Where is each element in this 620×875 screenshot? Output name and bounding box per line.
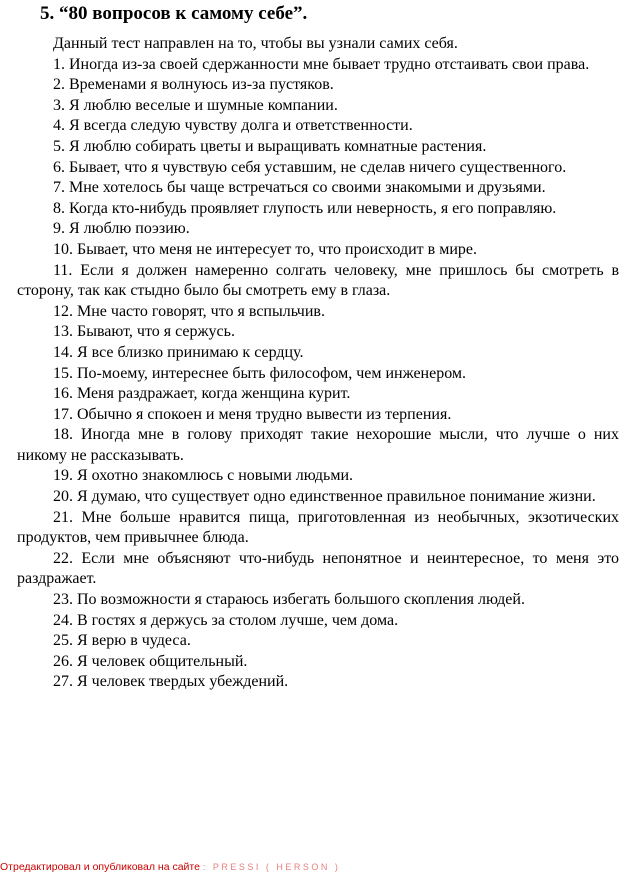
question-item	[17, 508, 619, 549]
question-item	[17, 425, 619, 466]
question-item	[17, 158, 619, 179]
question-number: 9.	[53, 220, 65, 238]
question-number: 12.	[53, 302, 73, 320]
question-number: 25.	[53, 632, 73, 650]
question-item	[17, 55, 619, 76]
question-text: По-моему, интереснее быть философом, чем инженером.	[77, 364, 467, 382]
question-number: 7.	[53, 179, 65, 197]
question-number: 17.	[53, 405, 73, 423]
footer-credit	[0, 861, 340, 873]
question-text: Я люблю веселые и шумные компании.	[69, 96, 338, 114]
question-number: 21.	[53, 508, 73, 526]
question-number: 19.	[53, 467, 73, 485]
question-text: По возможности я стараюсь избегать большого скопления людей.	[77, 591, 525, 609]
question-text: Бывает, что меня не интересует то, что происходит в мире.	[77, 240, 477, 258]
question-text: Иногда мне в голову приходят такие нехорошие мысли, что лучше о них никому не рассказывать.	[17, 426, 619, 464]
question-text: Мне часто говорят, что я вспыльчив.	[77, 302, 325, 320]
question-text: Я человек твердых убеждений.	[77, 673, 289, 691]
question-number: 11.	[53, 261, 73, 279]
question-text: Я верю в чудеса.	[77, 632, 191, 650]
question-number: 10.	[53, 240, 73, 258]
question-item	[17, 611, 619, 632]
question-number: 13.	[53, 323, 73, 341]
question-item	[17, 219, 619, 240]
question-item	[17, 384, 619, 405]
question-text: Я всегда следую чувству долга и ответственности.	[69, 117, 413, 135]
question-text: Временами я волнуюсь из-за пустяков.	[69, 76, 334, 94]
document-body	[17, 34, 619, 693]
question-item	[17, 652, 619, 673]
question-list	[17, 55, 619, 693]
question-text: Меня раздражает, когда женщина курит.	[77, 385, 351, 403]
question-item	[17, 137, 619, 158]
question-number: 8.	[53, 199, 65, 217]
question-item	[17, 75, 619, 96]
question-number: 22.	[53, 549, 73, 567]
question-text: Я люблю поэзию.	[69, 220, 190, 238]
question-item	[17, 405, 619, 426]
question-text: Я охотно знакомлюсь с новыми людьми.	[77, 467, 354, 485]
question-number: 14.	[53, 343, 73, 361]
section-title: 5. “80 вопросов к самому себе”.	[40, 3, 308, 24]
question-text: Иногда из-за своей сдержанности мне бывает трудно отстаивать свои права.	[69, 55, 590, 73]
question-item	[17, 261, 619, 302]
question-item	[17, 199, 619, 220]
question-number: 1.	[53, 55, 65, 73]
question-text: В гостях я держусь за столом лучше, чем дома.	[77, 611, 399, 629]
question-text: Я люблю собирать цветы и выращивать комнатные растения.	[69, 137, 487, 155]
question-number: 26.	[53, 652, 73, 670]
question-text: Обычно я спокоен и меня трудно вывести из терпения.	[77, 405, 452, 423]
question-number: 18.	[53, 426, 73, 444]
question-text: Когда кто-нибудь проявляет глупость или неверность, я его поправляю.	[69, 199, 557, 217]
question-number: 5.	[53, 137, 65, 155]
question-text: Мне хотелось бы чаще встречаться со своими знакомыми и друзьями.	[69, 179, 546, 197]
question-number: 23.	[53, 591, 73, 609]
question-item	[17, 549, 619, 590]
question-text: Бывает, что я чувствую себя уставшим, не сделав ничего существенного.	[69, 158, 567, 176]
question-number: 27.	[53, 673, 73, 691]
question-item	[17, 96, 619, 117]
footer-lead-text: Отредактировал и опубликовал на сайте	[0, 861, 200, 873]
question-item	[17, 364, 619, 385]
question-text: Я человек общительный.	[77, 652, 248, 670]
intro-paragraph: Данный тест направлен на то, чтобы вы узнали самих себя.	[53, 35, 458, 52]
question-number: 2.	[53, 76, 65, 94]
question-item	[17, 466, 619, 487]
question-text: Если я должен намеренно солгать человеку, мне пришлось бы смотреть в сторону, так как стыдно было бы смотреть ему в глаза.	[17, 261, 620, 300]
question-number: 15.	[53, 364, 73, 382]
question-item	[17, 487, 619, 508]
question-text: Мне больше нравится пища, приготовленная из необычных, экзотических продуктов, чем привычнее блюда.	[17, 508, 620, 547]
question-number: 4.	[53, 117, 65, 135]
question-number: 20.	[53, 488, 73, 506]
question-text: Я все близко принимаю к сердцу.	[77, 343, 304, 361]
question-item	[17, 590, 619, 611]
question-text: Бывают, что я сержусь.	[77, 323, 235, 341]
question-number: 3.	[53, 96, 65, 114]
question-item	[17, 631, 619, 652]
question-number: 16.	[53, 385, 73, 403]
question-item	[17, 116, 619, 137]
question-item	[17, 302, 619, 323]
question-text: Я думаю, что существует одно единственное правильное понимание жизни.	[77, 488, 596, 506]
footer-site-name: : PRESSI ( HERSON )	[202, 862, 341, 872]
question-item	[17, 343, 619, 364]
question-number: 24.	[53, 611, 73, 629]
question-item	[17, 322, 619, 343]
question-item	[17, 240, 619, 261]
question-item	[17, 178, 619, 199]
question-number: 6.	[53, 158, 65, 176]
question-item	[17, 672, 619, 693]
question-text: Если мне объясняют что-нибудь непонятное и неинтересное, то меня это раздражает.	[17, 549, 620, 588]
